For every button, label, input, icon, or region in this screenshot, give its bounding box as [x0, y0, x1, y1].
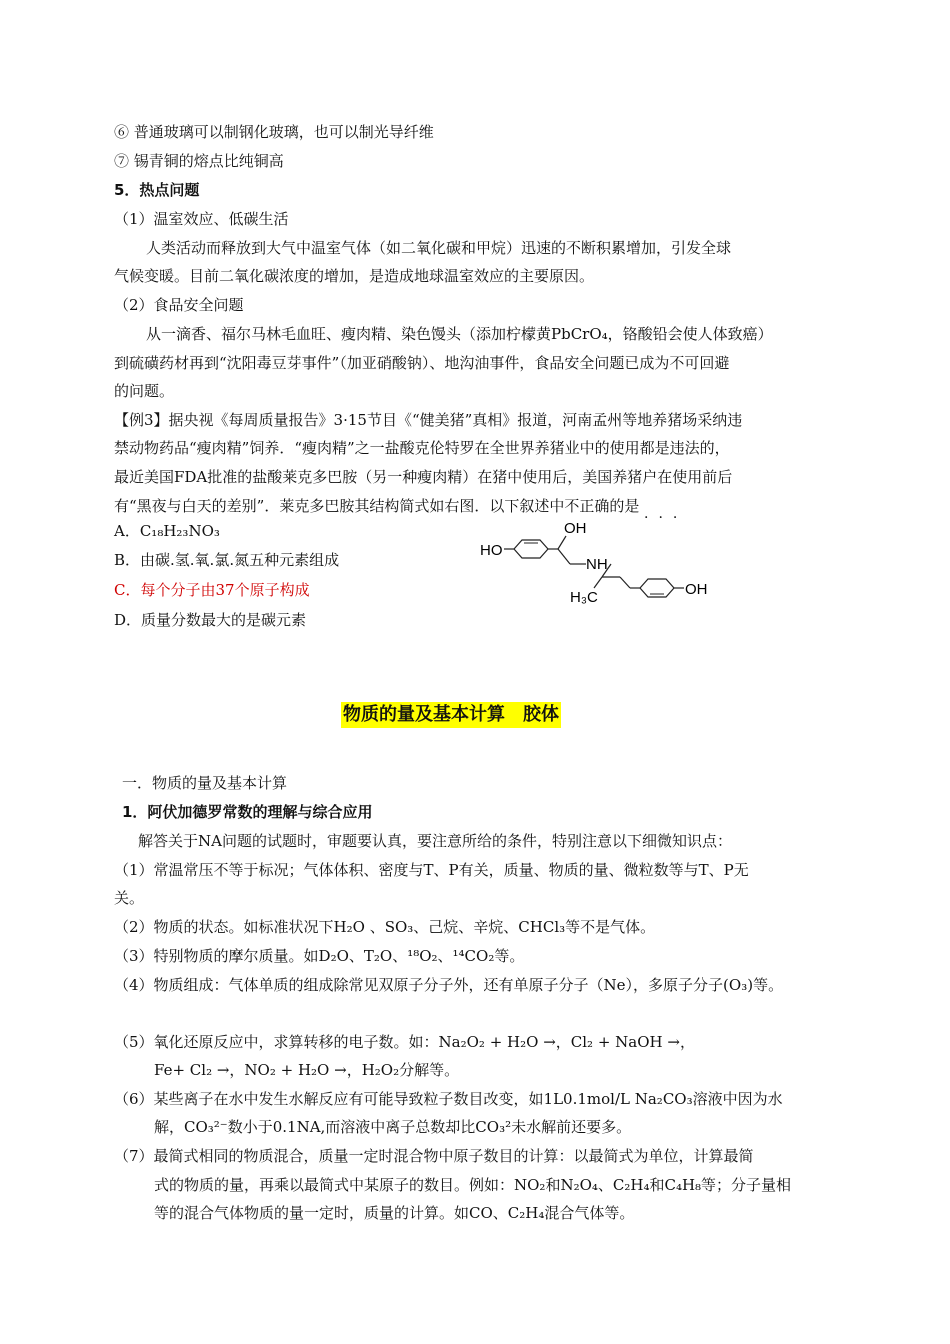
example-question: 禁动物药品“瘦肉精”饲养．“瘦肉精”之一盐酸克伦特罗在全世界养猪业中的使用都是违法的， — [114, 439, 730, 457]
option-a: A．C₁₈H₂₃NO₃ — [114, 522, 220, 540]
subsection-heading: 1．阿伏加德罗常数的理解与综合应用 — [122, 803, 373, 821]
h3c-label: H₃C — [570, 589, 598, 606]
list-item: （5）氧化还原反应中，求算转移的电子数。如：Na₂O₂ + H₂O →，Cl₂ + NaOH →， — [114, 1033, 695, 1051]
list-item-continued: 等的混合气体物质的量一定时，质量的计算。如CO、C₂H₄混合气体等。 — [154, 1204, 635, 1222]
bond — [558, 536, 566, 549]
list-item: （6）某些离子在水中发生水解反应有可能导致粒子数目改变，如1L0.1mol/L Na₂CO₃溶液中因为水 — [114, 1090, 783, 1108]
example-question: 有“黑夜与白天的差别”．莱克多巴胺其结构简式如右图．以下叙述中不正确的是 — [114, 497, 640, 515]
bond — [594, 577, 602, 588]
item-7: ⑦ 锡青铜的熔点比纯铜高 — [114, 152, 284, 170]
bond — [620, 577, 630, 588]
bond — [558, 549, 570, 564]
item-6: ⑥ 普通玻璃可以制钢化玻璃，也可以制光导纤维 — [114, 123, 434, 141]
example-question: 最近美国FDA批准的盐酸莱克多巴胺（另一种瘦肉精）在猪中使用后，美国养猪户在使用前后 — [114, 468, 733, 486]
heading-hot-topics: 5．热点问题 — [114, 181, 200, 199]
paragraph-line: 解答关于NA问题的试题时，审题要认真，要注意所给的条件，特别注意以下细微知识点： — [138, 832, 732, 850]
option-d: D．质量分数最大的是碳元素 — [114, 611, 307, 629]
list-item: （1）常温常压不等于标况；气体体积、密度与T、P有关，质量、物质的量、微粒数等与T、P无 — [114, 861, 749, 879]
list-item-continued: 式的物质的量，再乘以最简式中某原子的数目。例如：NO₂和N₂O₄、C₂H₄和C₄H₈等；分子量相 — [154, 1176, 792, 1194]
oh-label-right: OH — [685, 581, 708, 598]
section-title: 物质的量及基本计算 胶体 — [341, 702, 561, 728]
subheading-greenhouse: （1）温室效应、低碳生活 — [114, 210, 289, 228]
paragraph-line: 到硫磺药材再到“沈阳毒豆芽事件”（加亚硝酸钠）、地沟油事件，食品安全问题已成为不可回避 — [114, 354, 730, 372]
ractopamine-structure — [478, 518, 728, 608]
list-item: （7）最简式相同的物质混合，质量一定时混合物中原子数目的计算：以最简式为单位，计算最简 — [114, 1147, 754, 1165]
list-item-continued: Fe+ Cl₂ →，NO₂ + H₂O →，H₂O₂分解等。 — [154, 1061, 460, 1079]
option-c-answer: C．每个分子由37个原子构成 — [114, 581, 310, 599]
paragraph-line: 人类活动而释放到大气中温室气体（如二氧化碳和甲烷）迅速的不断积累增加，引发全球 — [146, 239, 732, 257]
nh-label: NH — [586, 556, 608, 573]
list-item: （3）特别物质的摩尔质量。如D₂O、T₂O、¹⁸O₂、¹⁴CO₂等。 — [114, 947, 525, 965]
paragraph-line: 的问题。 — [114, 382, 175, 400]
example-question: 【例3】据央视《每周质量报告》3·15节目《“健美猪”真相》报道，河南孟州等地养猪场采纳违 — [114, 411, 743, 429]
list-item-continued: 关。 — [114, 889, 145, 907]
list-item-continued: 解，CO₃²⁻数小于0.1NA,而溶液中离子总数却比CO₃²未水解前还要多。 — [154, 1118, 632, 1136]
list-item: （2）物质的状态。如标准状况下H₂O 、SO₃、己烷、辛烷、CHCl₃等不是气体。 — [114, 918, 656, 936]
oh-label-top: OH — [564, 520, 587, 537]
ho-label-left: HO — [480, 542, 503, 559]
paragraph-line: 气候变暖。目前二氧化碳浓度的增加，是造成地球温室效应的主要原因。 — [114, 267, 595, 285]
emphasis-dots: ··· — [644, 510, 688, 526]
subheading-food-safety: （2）食品安全问题 — [114, 296, 244, 314]
section-heading: 一．物质的量及基本计算 — [122, 774, 288, 792]
list-item: （4）物质组成：气体单质的组成除常见双原子分子外，还有单原子分子（Ne），多原子分子(O₃)等。 — [114, 976, 784, 994]
option-b: B．由碳.氢.氧.氯.氮五种元素组成 — [114, 551, 340, 569]
paragraph-line: 从一滴香、福尔马林毛血旺、瘦肉精、染色馒头（添加柠檬黄PbCrO₄，铬酸铅会使人体致癌） — [146, 325, 773, 343]
